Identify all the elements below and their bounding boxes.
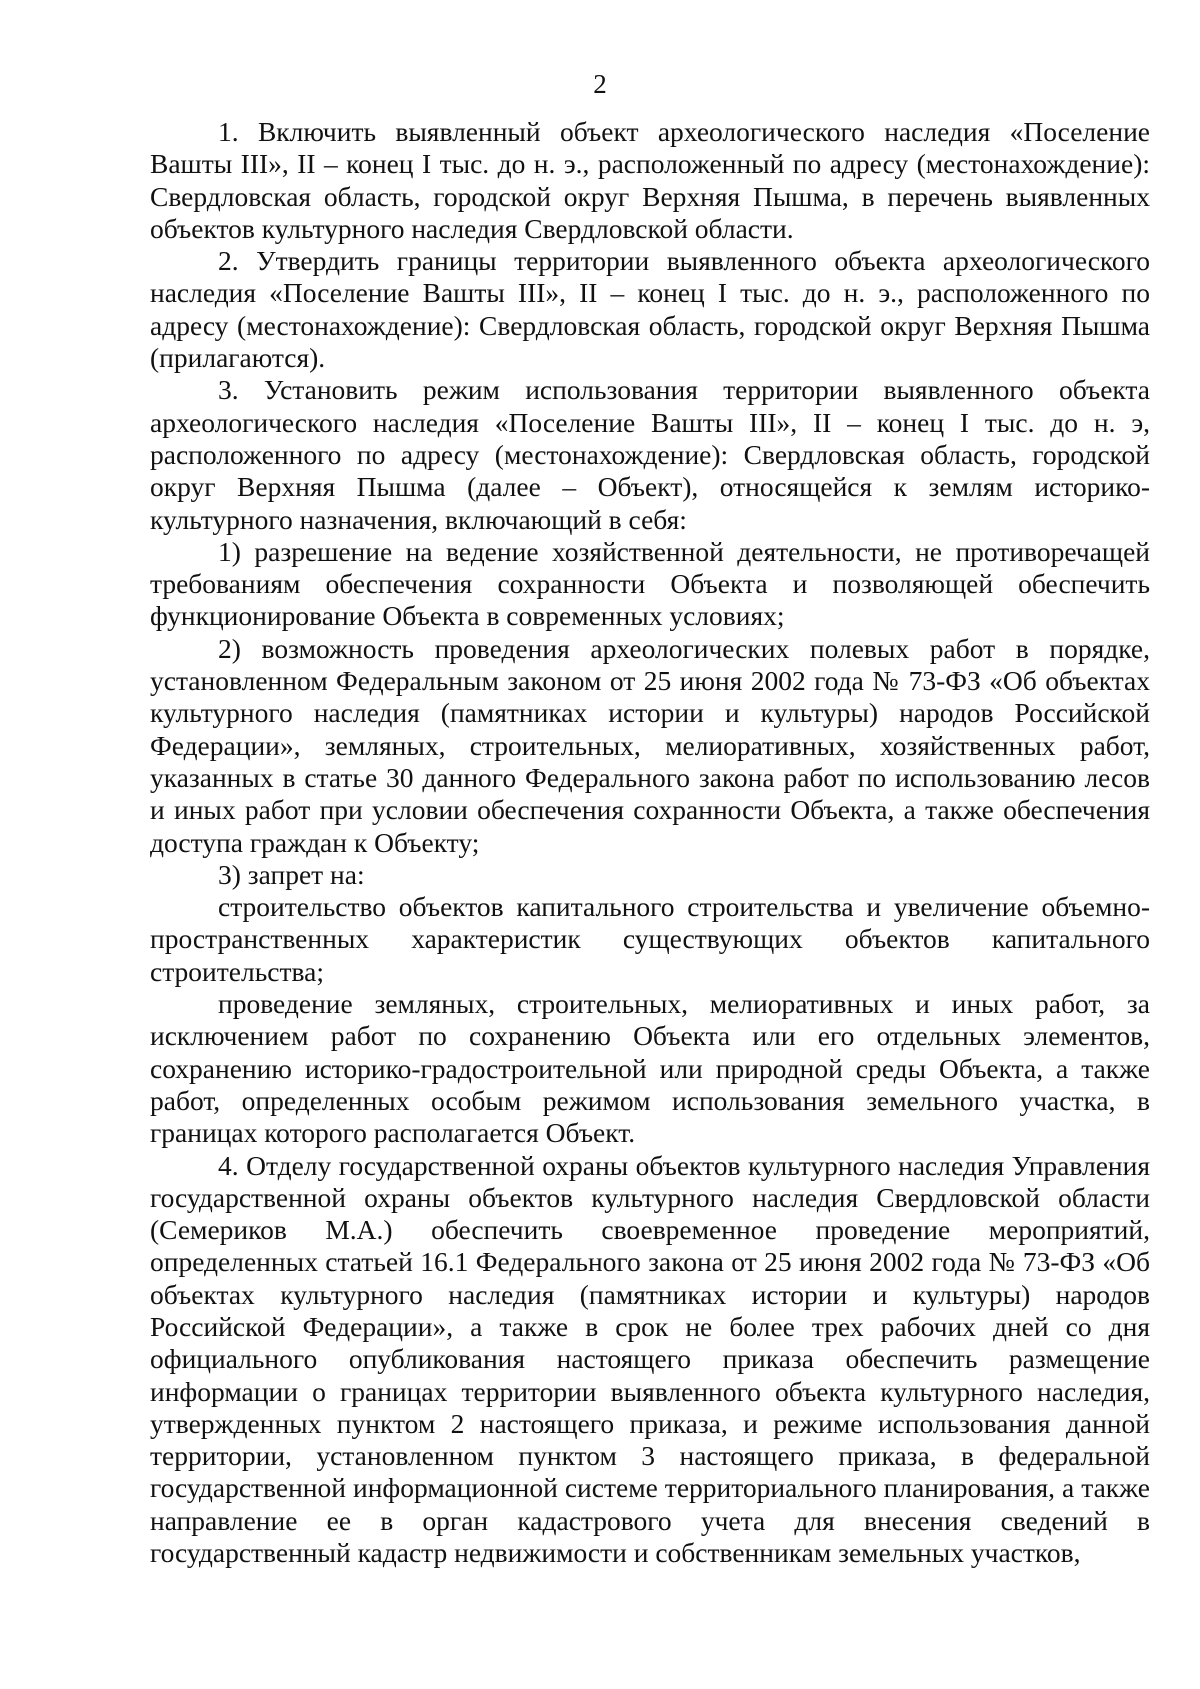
page-number: 2	[593, 69, 607, 99]
paragraph-subitem-3-3: 3) запрет на:	[218, 858, 365, 890]
paragraph-subitem-3-2: 2) возможность проведения археологических полевых работ в порядке, установленном Федеральным законом от 25 июня 2002 года № 73-ФЗ «Об объектах культурного наследия (памятниках истории и культуры) народов Российской Федерации», земляных, строительных, мелиоративных, хозяйственных работ, указанных в статье 30 данного Федерального закона работ по использованию лесов и иных работ при условии обеспечения сохранности Объекта, а также обеспечения доступа граждан к Объекту;	[150, 632, 1150, 858]
paragraph-item-3: 3. Установить режим использования территории выявленного объекта археологического наследия «Поселение Вашты III», II – конец I тыс. до н. э, расположенного по адресу (местонахождение): Свердловская область, городской округ Верхняя Пышма (далее – Объект), относящейся к землям историко-культурного назначения, включающий в себя:	[150, 374, 1150, 535]
paragraph-prohibition-construction: строительство объектов капитального строительства и увеличение объемно-пространственных характеристик существующих объектов капитального строительства;	[150, 891, 1150, 987]
paragraph-item-2: 2. Утвердить границы территории выявленного объекта археологического наследия «Поселение Вашты III», II – конец I тыс. до н. э., расположенного по адресу (местонахождение): Свердловская область, городской округ Верхняя Пышма (прилагаются).	[150, 245, 1150, 374]
paragraph-item-1: 1. Включить выявленный объект археологического наследия «Поселение Вашты III», II – конец I тыс. до н. э., расположенный по адресу (местонахождение): Свердловская область, городской округ Верхняя Пышма, в перечень выявленных объектов культурного наследия Свердловской области.	[150, 116, 1150, 244]
paragraph-item-4: 4. Отделу государственной охраны объектов культурного наследия Управления государственной охраны объектов культурного наследия Свердловской области (Семериков М.А.) обеспечить своевременное проведение мероприятий, определенных статьей 16.1 Федерального закона от 25 июня 2002 года № 73-ФЗ «Об объектах культурного наследия (памятниках истории и культуры) народов Российской Федерации», а также в срок не более трех рабочих дней со дня официального опубликования настоящего приказа обеспечить размещение информации о границах территории выявленного объекта культурного наследия, утвержденных пунктом 2 настоящего приказа, и режиме использования данной территории, установленном пунктом 3 настоящего приказа, в федеральной государственной информационной системе территориального планирования, а также направление ее в орган кадастрового учета для внесения сведений в государственный кадастр недвижимости и собственникам земельных участков,	[150, 1149, 1150, 1569]
paragraph-prohibition-works: проведение земляных, строительных, мелиоративных и иных работ, за исключением работ по сохранению Объекта или его отдельных элементов, сохранению историко-градостроительной или природной среды Объекта, а также работ, определенных особым режимом использования земельного участка, в границах которого располагается Объект.	[150, 988, 1150, 1149]
document-body	[150, 116, 1150, 1569]
paragraph-subitem-3-1: 1) разрешение на ведение хозяйственной деятельности, не противоречащей требованиям обеспечения сохранности Объекта и позволяющей обеспечить функционирование Объекта в современных условиях;	[150, 535, 1150, 632]
